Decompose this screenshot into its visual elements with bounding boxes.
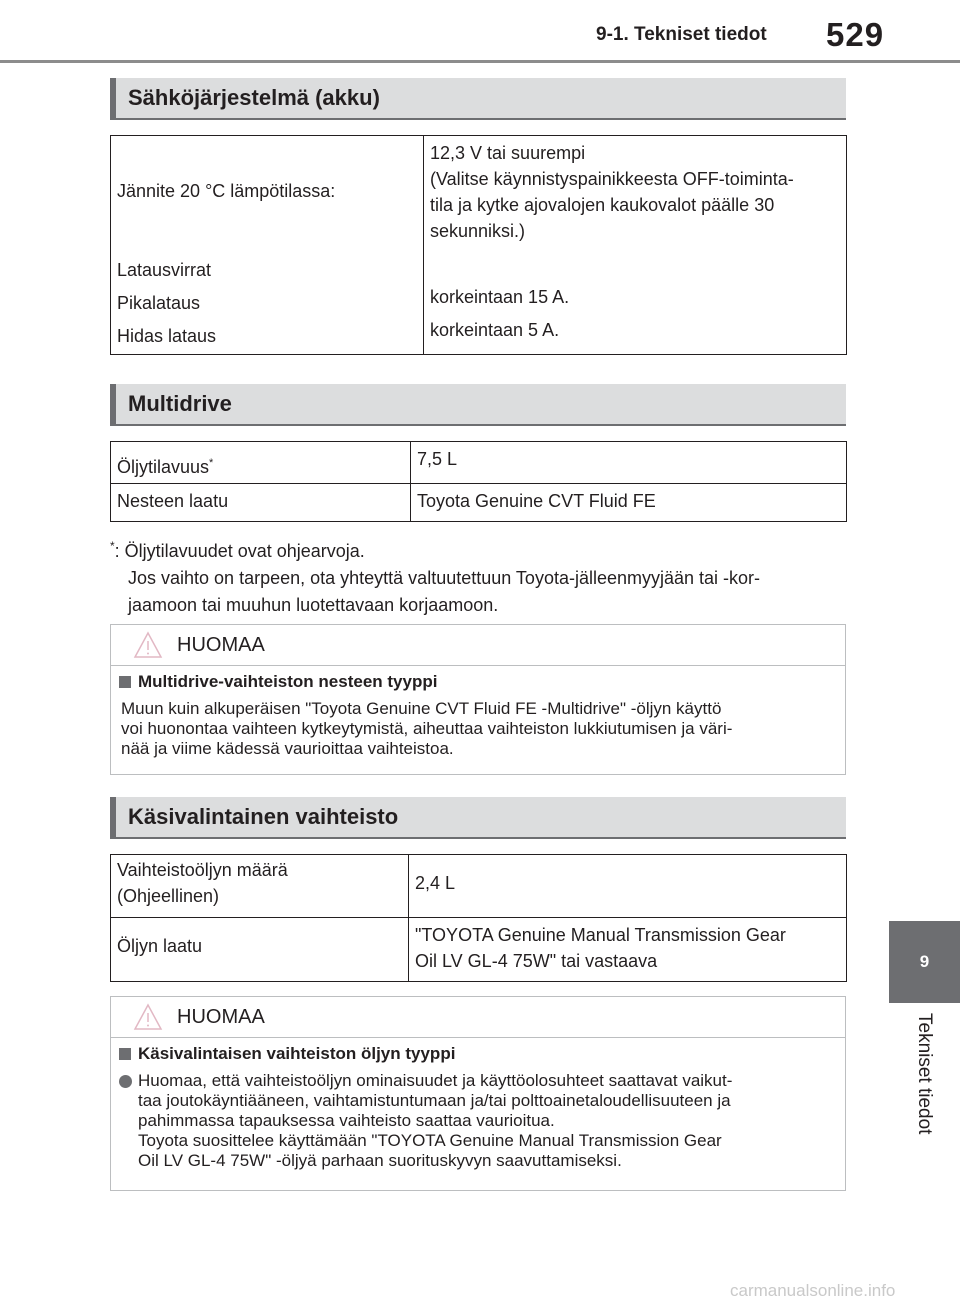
multidrive-spec-table xyxy=(110,441,847,522)
battery-values-cell xyxy=(424,136,847,355)
oil-quality-label: Öljyn laatu xyxy=(111,918,409,982)
section-title-multidrive xyxy=(110,384,846,426)
oil-capacity-footnote-mark: * xyxy=(209,457,214,469)
oil-amount-label-line1: Vaihteistoöljyn määrä xyxy=(117,860,288,880)
section-title-battery xyxy=(110,78,846,120)
notice-body xyxy=(111,1038,845,1181)
fluid-quality-label: Nesteen laatu xyxy=(111,484,411,522)
oil-capacity-label-cell xyxy=(111,442,411,484)
oil-capacity-value: 7,5 L xyxy=(411,442,847,484)
notice-manual xyxy=(110,996,846,1191)
voltage-value: 12,3 V tai suurempi xyxy=(430,143,586,163)
voltage-label: Jännite 20 °C lämpötilassa: xyxy=(117,181,336,201)
notice-bullet-item xyxy=(117,1071,835,1171)
oil-quality-value-line1: "TOYOTA Genuine Manual Transmission Gear xyxy=(415,925,786,945)
voltage-note-line3: sekunniksi.) xyxy=(430,221,526,241)
notice-line: voi huonontaa vaihteen kytkeytymistä, aiheuttaa vaihteiston lukkiutumisen ja väri- xyxy=(121,719,733,738)
warning-icon xyxy=(133,631,163,659)
notice-line: Toyota suosittelee käyttämään "TOYOTA Genuine Manual Transmission Gear xyxy=(138,1131,722,1150)
watermark: carmanualsonline.info xyxy=(730,1281,896,1300)
notice-line: Muun kuin alkuperäisen "Toyota Genuine CVT Fluid FE -Multidrive" -öljyn käyttö xyxy=(121,699,722,718)
notice-title: HUOMAA xyxy=(177,634,265,656)
oil-quality-value-line2: Oil LV GL-4 75W" tai vastaava xyxy=(415,951,658,971)
voltage-note-line1: (Valitse käynnistyspainikkeesta OFF-toiminta- xyxy=(430,169,794,189)
notice-paragraph xyxy=(138,1071,732,1171)
notice-heading xyxy=(117,1044,835,1064)
notice-line: Huomaa, että vaihteistoöljyn ominaisuudet ja käyttöolosuhteet saattavat vaikut- xyxy=(138,1071,733,1090)
fast-charge-value: korkeintaan 15 A. xyxy=(430,287,570,307)
voltage-note-line2: tila ja kytke ajovalojen kaukovalot päälle 30 xyxy=(430,195,775,215)
round-bullet-icon xyxy=(119,1075,132,1088)
oil-capacity-label: Öljytilavuus xyxy=(117,457,210,477)
notice-line: Oil LV GL-4 75W" -öljyä parhaan suorituskyvyn saavuttamiseksi. xyxy=(138,1151,622,1170)
oil-amount-label-cell xyxy=(111,855,409,918)
notice-line: nää ja viime kädessä vaurioittaa vaihteistoa. xyxy=(121,739,454,758)
slow-charge-label: Hidas lataus xyxy=(117,326,217,346)
notice-title: HUOMAA xyxy=(177,1006,265,1028)
notice-multidrive xyxy=(110,624,846,775)
chapter-tab[interactable] xyxy=(889,921,960,1003)
charging-currents-label: Latausvirrat xyxy=(117,260,212,280)
section-title-manual-text: Käsivalintainen vaihteisto xyxy=(128,804,399,829)
fast-charge-label: Pikalataus xyxy=(117,293,201,313)
notice-body xyxy=(111,666,845,769)
footnote-line1-text: : Öljytilavuudet ovat ohjearvoja. xyxy=(114,541,365,561)
notice-line: taa joutokäyntiääneen, vaihtamistuntumaan ja/tai polttoainetaloudellisuuteen ja xyxy=(138,1091,731,1110)
fluid-quality-value: Toyota Genuine CVT Fluid FE xyxy=(411,484,847,522)
chapter-side-label xyxy=(889,1003,960,1223)
notice-heading-text: Käsivalintaisen vaihteiston öljyn tyyppi xyxy=(138,1044,456,1063)
notice-header xyxy=(111,625,845,666)
notice-paragraph xyxy=(117,699,835,759)
page-number: 529 xyxy=(826,16,885,53)
footnote-line3: jaamoon tai muuhun luotettavaan korjaamoon. xyxy=(128,595,499,615)
footnote-line2: Jos vaihto on tarpeen, ota yhteyttä valtuutettuun Toyota-jälleenmyyjään tai -kor- xyxy=(128,568,761,588)
slow-charge-value: korkeintaan 5 A. xyxy=(430,320,560,340)
notice-line: pahimmassa tapauksessa vaihteisto saattaa vaurioitua. xyxy=(138,1111,555,1130)
section-title-multidrive-text: Multidrive xyxy=(128,391,232,416)
notice-heading xyxy=(117,672,835,692)
chapter-tab-number: 9 xyxy=(919,952,930,971)
notice-heading-text: Multidrive-vaihteiston nesteen tyyppi xyxy=(138,672,438,691)
section-title-manual xyxy=(110,797,846,839)
oil-quality-value-cell xyxy=(409,918,847,982)
chapter-title: 9-1. Tekniset tiedot xyxy=(596,24,767,45)
square-bullet-icon xyxy=(119,1048,131,1060)
footnote xyxy=(110,533,850,619)
battery-spec-table xyxy=(110,135,847,355)
footnote-mark: * xyxy=(110,539,115,553)
manual-spec-table xyxy=(110,854,847,982)
oil-amount-value: 2,4 L xyxy=(409,855,847,918)
footnote-line1 xyxy=(110,533,850,565)
notice-header xyxy=(111,997,845,1038)
square-bullet-icon xyxy=(119,676,131,688)
header-divider xyxy=(0,60,960,63)
battery-labels-cell xyxy=(111,136,424,355)
chapter-side-label-text: Tekniset tiedot xyxy=(914,1013,935,1135)
warning-icon xyxy=(133,1003,163,1031)
section-title-battery-text: Sähköjärjestelmä (akku) xyxy=(128,85,380,110)
oil-amount-label-line2: (Ohjeellinen) xyxy=(117,886,220,906)
